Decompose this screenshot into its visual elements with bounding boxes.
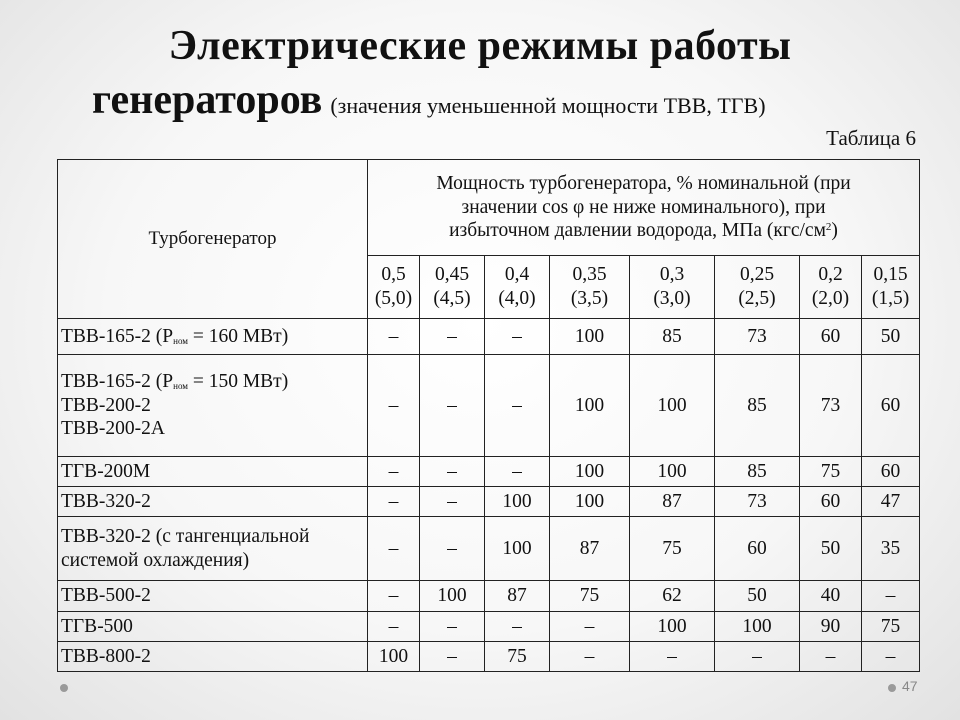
value-cell: 100 [715,612,800,642]
header-power-superscript: 2 [825,220,832,233]
value-cell: – [800,642,862,672]
value-cell: 40 [800,581,862,612]
pressure-cell: 0,3 (3,0) [630,255,715,318]
pressure-cell: 0,15 (1,5) [862,255,920,318]
header-power-tail: ) [831,219,838,241]
value-cell: 62 [630,581,715,612]
value-cell: 50 [800,517,862,581]
value-cell: 50 [715,581,800,612]
slide-title-subtitle: (значения уменьшенной мощности ТВВ, ТГВ) [330,93,766,118]
row-generator-name: ТГВ-200М [58,457,368,487]
table-row [58,612,920,642]
table-row [58,355,920,457]
value-cell: 85 [630,319,715,355]
row-generator-name: ТВВ-500-2 [58,581,368,612]
pressure-cell: 0,25 (2,5) [715,255,800,318]
value-cell: – [630,642,715,672]
footer-dot-right [888,684,896,692]
header-power-line3: избыточном давлении водорода, МПа (кгс/см [449,219,826,241]
value-cell: – [485,612,550,642]
value-cell: 87 [485,581,550,612]
value-cell: 73 [715,487,800,517]
value-cell: – [485,355,550,457]
pressure-cell: 0,5 (5,0) [368,255,420,318]
table-header-row [58,160,920,256]
row-generator-name: ТВВ-165-2 ($P_{ном} = 160$ МВт) [58,319,368,355]
value-cell: – [368,612,420,642]
value-cell: – [420,612,485,642]
value-cell: 60 [862,355,920,457]
row-generator-name: ТВВ-320-2 (с тангенциальной системой охлаждения) [58,517,368,581]
value-cell: 100 [420,581,485,612]
value-cell: 85 [715,457,800,487]
value-cell: 100 [550,487,630,517]
value-cell: – [368,487,420,517]
table-row [58,517,920,581]
value-cell: – [420,642,485,672]
value-cell: 100 [550,355,630,457]
table-row [58,457,920,487]
value-cell: 75 [862,612,920,642]
value-cell: 75 [485,642,550,672]
table-row [58,319,920,355]
value-cell: – [368,457,420,487]
table-row [58,487,920,517]
header-power [368,160,920,256]
table-row [58,581,920,612]
value-cell: 100 [550,319,630,355]
slide-title-main: генераторов [92,77,323,123]
value-cell: 100 [368,642,420,672]
value-cell: – [485,319,550,355]
value-cell: 90 [800,612,862,642]
value-cell: – [862,581,920,612]
table-row [58,642,920,672]
value-cell: 87 [550,517,630,581]
value-cell: 75 [800,457,862,487]
value-cell: 50 [862,319,920,355]
pressure-cell: 0,2 (2,0) [800,255,862,318]
value-cell: 100 [630,355,715,457]
value-cell: 75 [550,581,630,612]
value-cell: – [550,612,630,642]
value-cell: – [420,355,485,457]
value-cell: – [368,319,420,355]
value-cell: – [368,581,420,612]
value-cell: 35 [862,517,920,581]
value-cell: 87 [630,487,715,517]
row-generator-name: ТГВ-500 [58,612,368,642]
value-cell: 100 [630,612,715,642]
value-cell: – [420,517,485,581]
value-cell: – [550,642,630,672]
page-number: 47 [902,678,918,694]
value-cell: 100 [630,457,715,487]
value-cell: 60 [800,319,862,355]
value-cell: – [420,457,485,487]
row-generator-name: ТВВ-165-2 ($P_{ном} = 150$ МВт) ТВВ-200-2 ТВВ-200-2А [58,355,368,457]
table-caption: Таблица 6 [826,126,916,150]
value-cell: 100 [485,517,550,581]
value-cell: 73 [715,319,800,355]
slide-title-line2 [92,76,766,124]
header-power-line1: Мощность турбогенератора, % номинальной (при [436,173,851,195]
value-cell: – [862,642,920,672]
generator-power-table [57,159,920,672]
row-generator-name: ТВВ-320-2 [58,487,368,517]
value-cell: – [485,457,550,487]
pressure-cell: 0,4 (4,0) [485,255,550,318]
value-cell: – [420,319,485,355]
value-cell: 60 [800,487,862,517]
value-cell: – [368,517,420,581]
pressure-cell: 0,45 (4,5) [420,255,485,318]
pressure-cell: 0,35 (3,5) [550,255,630,318]
value-cell: 85 [715,355,800,457]
value-cell: 47 [862,487,920,517]
value-cell: 100 [485,487,550,517]
header-power-line2: значении cos φ не ниже номинального), при [461,196,826,218]
value-cell: 60 [862,457,920,487]
slide-title-line1: Электрические режимы работы [168,23,792,69]
value-cell: 100 [550,457,630,487]
header-generator: Турбогенератор [58,160,368,319]
row-generator-name: ТВВ-800-2 [58,642,368,672]
value-cell: 73 [800,355,862,457]
value-cell: – [420,487,485,517]
value-cell: 60 [715,517,800,581]
value-cell: – [368,355,420,457]
value-cell: – [715,642,800,672]
value-cell: 75 [630,517,715,581]
footer-dot-left [60,684,68,692]
